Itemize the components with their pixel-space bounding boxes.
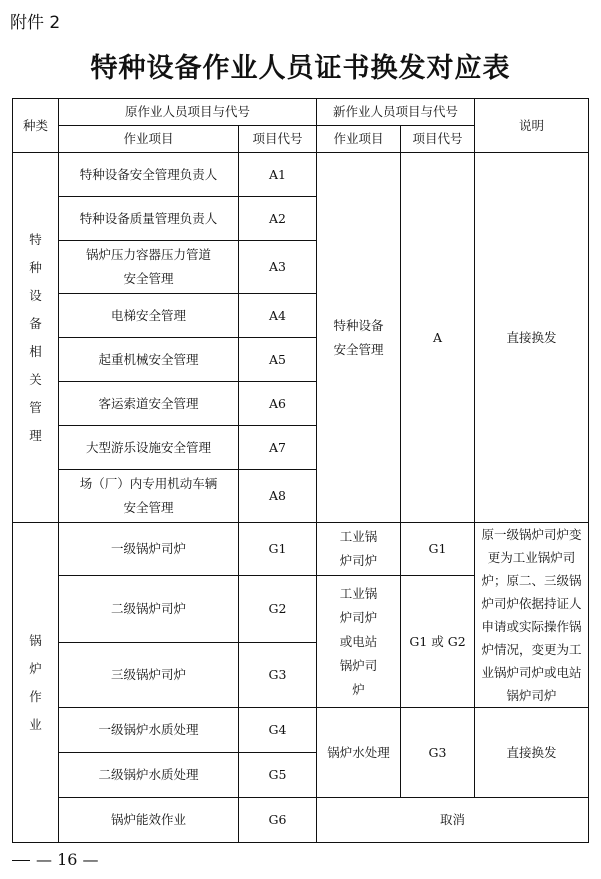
header-original-group: 原作业人员项目与代号 — [59, 99, 317, 126]
table-cell-item: 二级锅炉水质处理 — [59, 753, 239, 798]
note-cell: 直接换发 — [475, 153, 589, 523]
table-cell-code: A5 — [239, 338, 317, 382]
table-cell-item: 锅炉压力容器压力管道安全管理 — [59, 241, 239, 294]
header-item-code: 项目代号 — [239, 126, 317, 153]
page-number — [12, 850, 99, 869]
header-new-work-item: 作业项目 — [317, 126, 401, 153]
header-category: 种类 — [13, 99, 59, 153]
note-cell: 直接换发 — [475, 708, 589, 798]
new-code-cell: A — [401, 153, 475, 523]
table-cell-item: 客运索道安全管理 — [59, 382, 239, 426]
new-item-cell: 锅炉水处理 — [317, 708, 401, 798]
table-cell-code: A3 — [239, 241, 317, 294]
table-cell-code: G2 — [239, 576, 317, 643]
table-cell-code: G5 — [239, 753, 317, 798]
table-cell-item: 二级锅炉司炉 — [59, 576, 239, 643]
table-cell-code: G3 — [239, 643, 317, 708]
header-new-item-code: 项目代号 — [401, 126, 475, 153]
table-cell-item: 大型游乐设施安全管理 — [59, 426, 239, 470]
category-cell: 锅炉作业 — [13, 523, 59, 843]
category-cell: 特种设备相关管理 — [13, 153, 59, 523]
new-item-cell: 工业锅炉司炉 — [317, 523, 401, 576]
header-note: 说明 — [475, 99, 589, 153]
new-code-cell: G3 — [401, 708, 475, 798]
table-cell-code: A8 — [239, 470, 317, 523]
new-item-cell: 特种设备安全管理 — [317, 153, 401, 523]
new-code-cell: G1 或 G2 — [401, 576, 475, 708]
table-cell-code: A6 — [239, 382, 317, 426]
header-work-item: 作业项目 — [59, 126, 239, 153]
table-cell-item: 起重机械安全管理 — [59, 338, 239, 382]
table-cell-item: 场（厂）内专用机动车辆安全管理 — [59, 470, 239, 523]
new-code-cell: G1 — [401, 523, 475, 576]
table-cell-item: 特种设备安全管理负责人 — [59, 153, 239, 197]
table-cell-item: 电梯安全管理 — [59, 294, 239, 338]
header-new-group: 新作业人员项目与代号 — [317, 99, 475, 126]
mapping-table — [12, 98, 589, 843]
table-cell-code: A2 — [239, 197, 317, 241]
table-cell-code: G6 — [239, 798, 317, 843]
cancel-cell: 取消 — [317, 798, 589, 843]
attachment-label: 附件 2 — [10, 13, 61, 33]
note-cell: 原一级锅炉司炉变更为工业锅炉司炉；原二、三级锅炉司炉依据持证人申请或实际操作锅炉情况，变更为工业锅炉司炉或电站锅炉司炉 — [475, 523, 589, 708]
table-cell-code: G4 — [239, 708, 317, 753]
table-cell-code: A4 — [239, 294, 317, 338]
table-cell-item: 一级锅炉司炉 — [59, 523, 239, 576]
table-cell-item: 锅炉能效作业 — [59, 798, 239, 843]
new-item-cell: 工业锅炉司炉或电站锅炉司炉 — [317, 576, 401, 708]
table-cell-item: 特种设备质量管理负责人 — [59, 197, 239, 241]
page-title: 特种设备作业人员证书换发对应表 — [90, 53, 511, 84]
table-cell-item: 一级锅炉水质处理 — [59, 708, 239, 753]
table-cell-code: A1 — [239, 153, 317, 197]
table-cell-code: G1 — [239, 523, 317, 576]
footer-rule — [12, 860, 30, 861]
page-number-text: — 16 — — [36, 850, 99, 869]
table-cell-code: A7 — [239, 426, 317, 470]
table-cell-item: 三级锅炉司炉 — [59, 643, 239, 708]
